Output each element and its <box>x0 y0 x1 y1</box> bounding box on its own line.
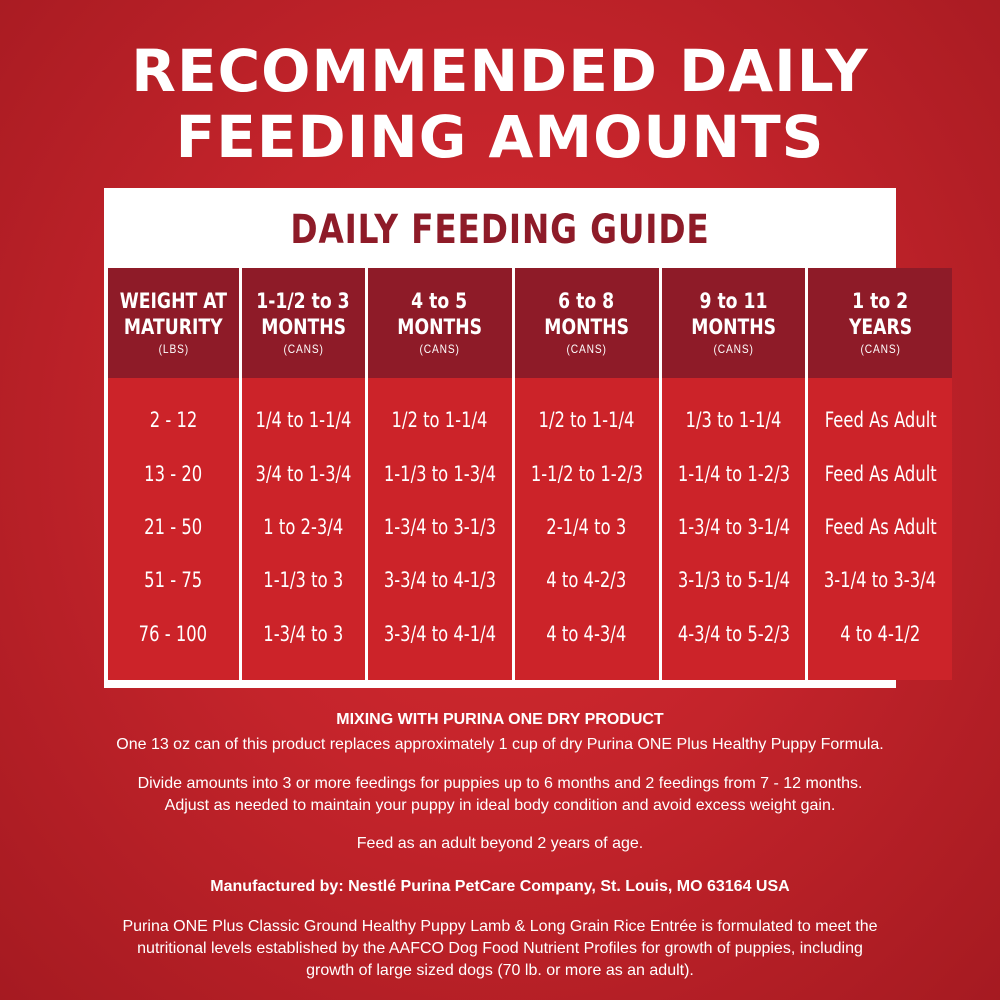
table-cell: 1/3 to 1-1/4 <box>685 408 782 433</box>
header-unit: (CANS) <box>419 342 460 356</box>
table-cell: 76 - 100 <box>139 621 208 646</box>
table-cell: 1/2 to 1-1/4 <box>391 408 488 433</box>
column-header <box>108 268 239 378</box>
column-header <box>808 268 952 378</box>
table-cell: Feed As Adult <box>824 514 937 539</box>
header-line-2: MONTHS <box>397 315 483 339</box>
headline-line-1: RECOMMENDED DAILY <box>131 37 869 105</box>
aafco-line-3: growth of large sized dogs (70 lb. or more as an adult). <box>306 962 694 979</box>
column-1-to-2-years <box>808 268 952 680</box>
mixing-heading: MIXING WITH PURINA ONE DRY PRODUCT <box>336 711 664 728</box>
column-9-to-11-months <box>662 268 806 680</box>
table-cell: 2 - 12 <box>149 408 198 433</box>
guide-title: DAILY FEEDING GUIDE <box>290 207 710 253</box>
table-cell: 3/4 to 1-3/4 <box>255 461 352 486</box>
column-header <box>662 268 806 378</box>
header-line-2: MONTHS <box>260 315 346 339</box>
table-cell: Feed As Adult <box>824 461 937 486</box>
table-cell: 2-1/4 to 3 <box>546 514 627 539</box>
table-cell: Feed As Adult <box>824 408 937 433</box>
divide-line-2: Adjust as needed to maintain your puppy in ideal body condition and avoid excess weight gain. <box>164 797 836 814</box>
guide-grid <box>108 268 937 680</box>
adult-note: Feed as an adult beyond 2 years of age. <box>356 835 644 852</box>
table-cell: 21 - 50 <box>144 514 203 539</box>
header-unit: (LBS) <box>158 342 189 356</box>
table-cell: 1-3/4 to 3-1/3 <box>383 514 496 539</box>
mixing-text: One 13 oz can of this product replaces approximately 1 cup of dry Purina ONE Plus Healthy Puppy Formula. <box>116 736 884 753</box>
table-cell: 1-3/4 to 3-1/4 <box>677 514 790 539</box>
column-header <box>242 268 365 378</box>
column-body <box>662 378 806 680</box>
table-cell: 3-3/4 to 4-1/3 <box>383 568 496 593</box>
table-cell: 4 to 4-2/3 <box>546 568 627 593</box>
table-cell: 1-3/4 to 3 <box>263 621 344 646</box>
column-header <box>515 268 659 378</box>
table-cell: 1-1/4 to 1-2/3 <box>677 461 790 486</box>
header-line-2: MONTHS <box>691 315 776 339</box>
column-6-to-8-months <box>515 268 659 680</box>
manufacturer-note: Manufactured by: Nestlé Purina PetCare Company, St. Louis, MO 63164 USA <box>210 878 790 895</box>
column-body <box>108 378 239 680</box>
header-line-1: 9 to 11 <box>699 289 768 313</box>
column-1-5-to-3-months <box>242 268 365 680</box>
column-4-to-5-months <box>368 268 512 680</box>
header-unit: (CANS) <box>713 342 754 356</box>
header-line-1: 1 to 2 <box>852 289 909 313</box>
column-body <box>242 378 365 680</box>
table-cell: 1-1/3 to 3 <box>263 568 344 593</box>
aafco-line-2: nutritional levels established by the AAFCO Dog Food Nutrient Profiles for growth of puppies, including <box>137 940 863 957</box>
table-cell: 3-1/3 to 5-1/4 <box>677 568 790 593</box>
header-line-1: 6 to 8 <box>558 289 615 313</box>
table-cell: 1-1/2 to 1-2/3 <box>530 461 643 486</box>
column-body <box>515 378 659 680</box>
page-headline <box>0 38 1000 170</box>
aafco-line-1: Purina ONE Plus Classic Ground Healthy Puppy Lamb & Long Grain Rice Entrée is formulated to meet the <box>122 918 878 935</box>
table-cell: 4-3/4 to 5-2/3 <box>677 621 790 646</box>
column-body <box>368 378 512 680</box>
column-header <box>368 268 512 378</box>
feeding-guide-table <box>104 188 937 688</box>
header-unit: (CANS) <box>860 342 901 356</box>
column-body <box>808 378 952 680</box>
header-line-1: 4 to 5 <box>411 289 468 313</box>
header-line-1: 1-1/2 to 3 <box>256 289 350 313</box>
divide-line-1: Divide amounts into 3 or more feedings for puppies up to 6 months and 2 feedings from 7 - 12 months. <box>137 775 863 792</box>
headline-line-2: FEEDING AMOUNTS <box>175 103 825 171</box>
table-cell: 1/4 to 1-1/4 <box>255 408 352 433</box>
header-line-1: WEIGHT AT <box>119 289 227 313</box>
table-cell: 4 to 4-1/2 <box>840 621 921 646</box>
table-cell: 1 to 2-3/4 <box>263 514 344 539</box>
column-weight <box>108 268 239 680</box>
header-unit: (CANS) <box>566 342 607 356</box>
header-unit: (CANS) <box>283 342 324 356</box>
table-cell: 3-1/4 to 3-3/4 <box>824 568 937 593</box>
table-cell: 1-1/3 to 1-3/4 <box>383 461 496 486</box>
table-cell: 4 to 4-3/4 <box>546 621 627 646</box>
table-cell: 13 - 20 <box>144 461 203 486</box>
header-line-2: MONTHS <box>544 315 629 339</box>
header-line-2: YEARS <box>848 315 912 339</box>
table-cell: 1/2 to 1-1/4 <box>538 408 635 433</box>
table-cell: 51 - 75 <box>144 568 203 593</box>
header-line-2: MATURITY <box>123 315 223 339</box>
table-cell: 3-3/4 to 4-1/4 <box>383 621 496 646</box>
